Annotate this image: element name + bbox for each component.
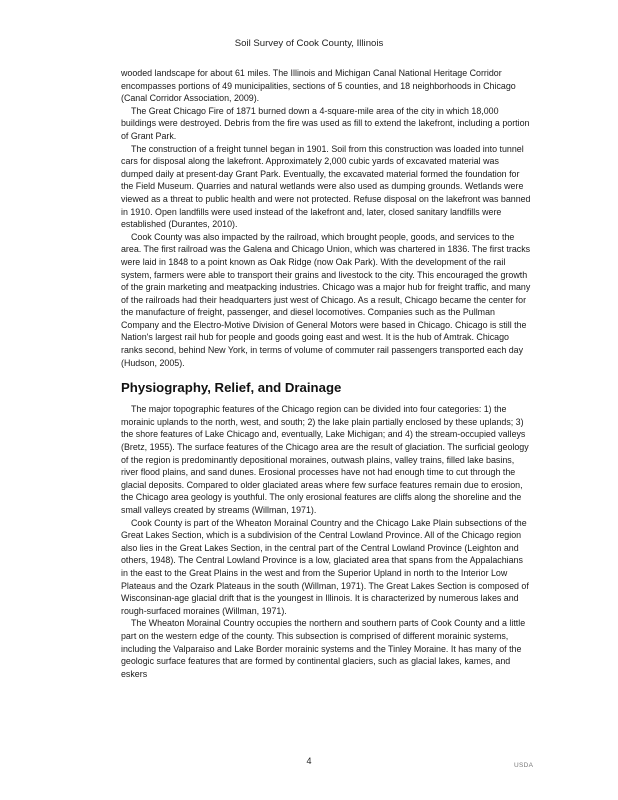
section-heading: Physiography, Relief, and Drainage (121, 380, 342, 396)
corner-stamp: USDA (514, 762, 534, 769)
paragraph: The Great Chicago Fire of 1871 burned down a 4-square-mile area of the city in which 18,000 buildings were destroyed. Debris from the fire was used as fill to extend the lakefront, including a portion of Grant Park. (121, 105, 530, 141)
paragraph: The Wheaton Morainal Country occupies the northern and southern parts of Cook County and a little part on the western edge of the county. This subsection is comprised of different morainic systems, including the Valparaiso and Lake Border morainic systems and the Tinley Moraine. It has many of the geologic surface features that are formed by continental glaciers, such as glacial lakes, kames, and eskers (121, 618, 526, 679)
body-text (121, 67, 531, 680)
paragraph: wooded landscape for about 61 miles. The Illinois and Michigan Canal National Heritage Corridor encompasses portions of 49 municipalities, sections of 5 counties, and 18 neighborhoods in Chicago (Canal Corridor Association, 2009). (121, 68, 516, 104)
paragraph: Cook County was also impacted by the railroad, which brought people, goods, and services to the area. The first railroad was the Galena and Chicago Union, which was chartered in 1836. The first tracks were laid in 1848 to a point known as Oak Ridge (now Oak Park). With the development of the rail system, farmers were able to transport their grains and livestock to the city. This encouraged the growth of the grain marketing and meatpacking industries. Chicago was a major hub for freight traffic, and many of the railroads had their headquarters just west of Chicago. As a result, Chicago became the center for the manufacture of freight, passenger, and diesel locomotives. Companies such as the Pullman Company and the Electro-Motive Division of General Motors were based in Chicago. Chicago is still the Nation's largest rail hub for people and goods going east and west. It is the hub of Amtrak. Chicago ranks second, behind New York, in terms of volume of commuter rail passengers transported each day (Hudson, 2005). (121, 231, 531, 368)
paragraph: Cook County is part of the Wheaton Morainal Country and the Chicago Lake Plain subsections of the Great Lakes Section, which is a subdivision of the Central Lowland Province. All of the Chicago region also lies in the Great Lakes Section, in the central part of the Central Lowland Province (Leighton and others, 1948). The Central Lowland Province is a low, glaciated area that spans from the Appalachians in the east to the Great Plains in the west and from the Superior Upland in north to the Interior Low Plateaus and the Ozark Plateaus in the south (Willman, 1971). The Great Lakes Section is composed of Wisconsinan-age glacial drift that is the youngest in Illinois. It is characterized by numerous lakes and rough-surfaced moraines (Willman, 1971). (121, 517, 529, 616)
paragraph: The construction of a freight tunnel began in 1901. Soil from this construction was loaded into tunnel cars for disposal along the lakefront. Approximately 2,000 cubic yards of excavated material was dumped daily at present-day Grant Park. Eventually, the excavated material formed the foundation for the Field Museum. Quarries and natural wetlands were also used as dumping grounds. Wetlands were viewed as a threat to public health and were not protected. Refuse disposal on the lakefront was banned in 1910. Open landfills were used instead of the lakefront and, later, closed sanitary landfills were established (Durantes, 2010). (121, 143, 531, 230)
running-header: Soil Survey of Cook County, Illinois (234, 38, 384, 49)
page-number: 4 (306, 756, 312, 766)
paragraph: The major topographic features of the Chicago region can be divided into four categories: 1) the morainic uplands to the north, west, and south; 2) the lake plain partially enclosed by these uplands; 3) the shore features of Lake Chicago and, eventually, Lake Michigan; and 4) the stream-occupied valleys (Bretz, 1955). The surface features of the Chicago area are the result of glaciation. The surficial geology of the region is predominantly depositional moraines, outwash plains, valley trains, filled lake basins, river flood plains, and sand dunes. Erosional processes have not had enough time to cut through the glacial deposits. Compared to older glaciated areas where few surface features remain due to erosion, the Chicago area geology is youthful. The only erosional features are cliffs along the shoreline and the small valleys created by streams (Willman, 1971). (121, 404, 529, 515)
